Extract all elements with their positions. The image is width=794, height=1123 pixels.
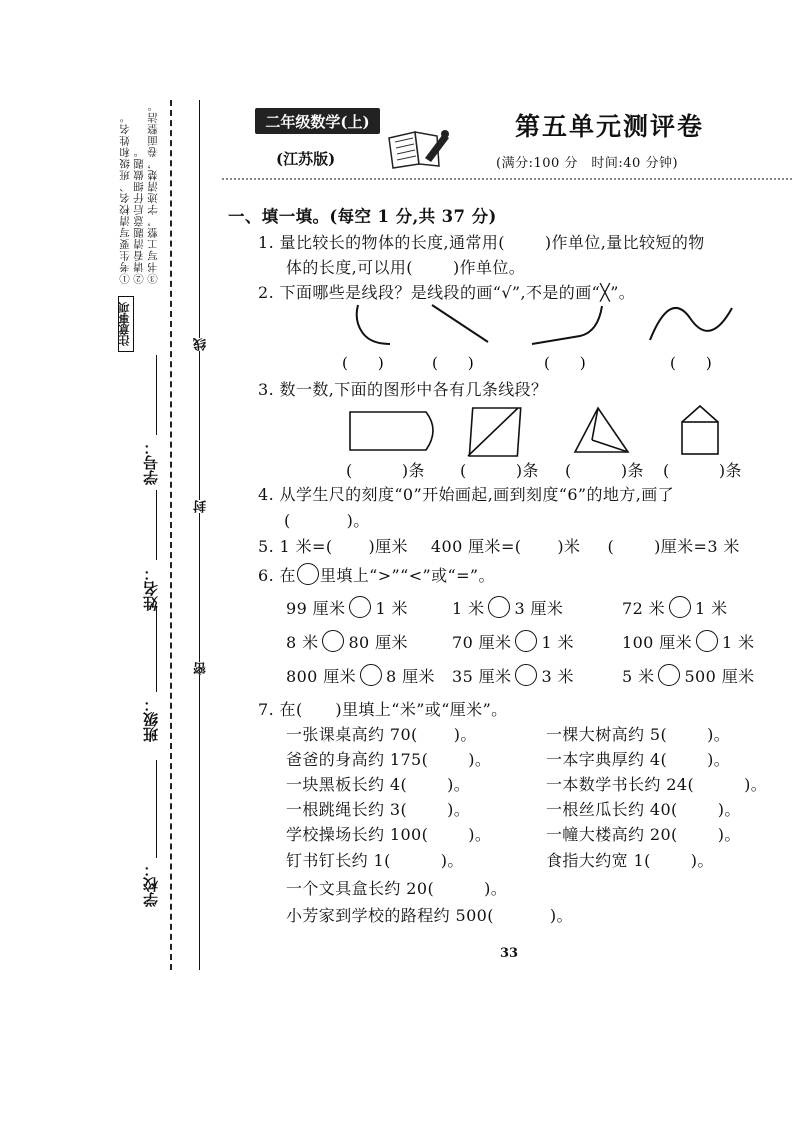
class-label: 班级：: [142, 697, 160, 742]
note-3: ③书写工整，字迹清楚，卷面整洁。: [147, 100, 159, 284]
q3-answer-4[interactable]: ( )条: [663, 461, 742, 480]
page-title: 第五单元测评卷: [515, 112, 705, 141]
q2-figures: [340, 300, 760, 380]
q7-item: 钉书钉长约 1( )。: [286, 851, 464, 870]
compare-circle[interactable]: [696, 630, 718, 652]
compare-circle[interactable]: [669, 596, 691, 618]
q6-row-3-item-3: 5 米 500 厘米: [622, 664, 755, 687]
book-pen-icon: [385, 126, 455, 171]
q6-row-1-item-1: 99 厘米 1 米: [286, 596, 408, 619]
q3-answer-3[interactable]: ( )条: [565, 461, 644, 480]
compare-circle[interactable]: [360, 664, 382, 686]
q7-item: 爸爸的身高约 175( )。: [286, 750, 492, 769]
q1-line2: [286, 255, 525, 278]
q3-answer-1[interactable]: ( )条: [346, 461, 425, 480]
q7-item: 小芳家到学校的路程约 500( )。: [286, 906, 573, 925]
q2-text: 2. 下面哪些是线段？是线段的画“√”,不是的画“╳”。: [258, 283, 636, 302]
q7-item: 食指大约宽 1( )。: [546, 851, 714, 870]
student-no-blank[interactable]: [156, 355, 157, 435]
compare-circle[interactable]: [658, 664, 680, 686]
school-blank[interactable]: [156, 760, 157, 858]
svg-text:( ): ( ): [342, 354, 384, 372]
q7-item: 学校操场长约 100( )。: [286, 825, 492, 844]
note-2: ②请看清题意后仔细做题。: [133, 146, 145, 284]
page-number: 33: [500, 946, 519, 961]
q7-item: 一张课桌高约 70( )。: [286, 725, 477, 744]
circle-icon: [297, 563, 319, 585]
q1-text-d: )作单位。: [452, 258, 526, 277]
q6-row-3-item-2: 35 厘米 3 米: [452, 664, 574, 687]
q6-intro: 6. 在 里填上“>”“<”或“=”。: [258, 563, 495, 586]
q7-item: 一棵大树高约 5( )。: [546, 725, 731, 744]
compare-circle[interactable]: [322, 630, 344, 652]
q6-row-1-item-3: 72 米 1 米: [622, 596, 728, 619]
q6-row-1-item-2: 1 米 3 厘米: [452, 596, 563, 619]
q3-answer-2[interactable]: ( )条: [460, 461, 539, 480]
q6-row-2-item-1: 8 米 80 厘米: [286, 630, 408, 653]
q1-text-a: 1. 量比较长的物体的长度,通常用(: [258, 233, 505, 252]
q7-item: 一幢大楼高约 20( )。: [546, 825, 741, 844]
name-blank[interactable]: [156, 490, 157, 560]
compare-circle[interactable]: [515, 630, 537, 652]
q5: 5. 1 米=( )厘米 400 厘米=( )米 ( )厘米=3 米: [258, 537, 740, 556]
compare-circle[interactable]: [349, 596, 371, 618]
q7-item: 一本数学书长约 24( )。: [546, 775, 768, 794]
q4-line1: 4. 从学生尺的刻度“0”开始画起,画到刻度“6”的地方,画了: [258, 485, 675, 504]
q7-intro: 7. 在( )里填上“米”或“厘米”。: [258, 700, 508, 719]
q4-line2: ( )。: [284, 511, 370, 530]
grade-badge: 二年级数学(上): [255, 108, 380, 134]
seal-xian: 线: [194, 338, 209, 351]
seal-feng: 封: [194, 500, 209, 513]
q7-item: 一根丝瓜长约 40( )。: [546, 800, 741, 819]
q7-item: 一块黑板长约 4( )。: [286, 775, 471, 794]
exam-notes: [118, 100, 160, 284]
name-label: 姓名：: [142, 566, 160, 611]
class-blank[interactable]: [156, 606, 157, 692]
score-time-info: (满分:100 分 时间:40 分钟): [496, 156, 679, 171]
section-heading: 一、填一填。(每空 1 分,共 37 分): [228, 207, 497, 226]
svg-text:( ): ( ): [544, 354, 586, 372]
header-divider: [222, 178, 792, 180]
seal-mi: 密: [194, 662, 209, 675]
q6-row-2-item-3: 100 厘米 1 米: [622, 630, 755, 653]
svg-text:( ): ( ): [432, 354, 474, 372]
binding-dashed-line: [170, 100, 172, 970]
q1-text-b: )作单位,量比较短的物: [544, 233, 705, 252]
notes-tag: 注意事项: [118, 296, 134, 352]
student-no-label: 学号：: [142, 440, 160, 485]
compare-circle[interactable]: [488, 596, 510, 618]
edition-label: (江苏版): [276, 150, 336, 168]
q7-item: 一个文具盒长约 20( )。: [286, 879, 508, 898]
binding-solid-line: [199, 100, 200, 970]
q6-row-3-item-1: 800 厘米 8 厘米: [286, 664, 435, 687]
q6-row-2-item-2: 70 厘米 1 米: [452, 630, 574, 653]
compare-circle[interactable]: [515, 664, 537, 686]
q1-text-c: 体的长度,可以用(: [286, 258, 413, 277]
q7-item: 一根跳绳长约 3( )。: [286, 800, 471, 819]
q1-line1: [258, 230, 705, 253]
q7-item: 一本字典厚约 4( )。: [546, 750, 731, 769]
q3-text: 3. 数一数,下面的图形中各有几条线段？: [258, 380, 548, 399]
note-1: ①考生要写清校名、班级和姓名。: [119, 111, 131, 284]
svg-text:( ): ( ): [670, 354, 712, 372]
school-label: 学校：: [142, 862, 160, 907]
